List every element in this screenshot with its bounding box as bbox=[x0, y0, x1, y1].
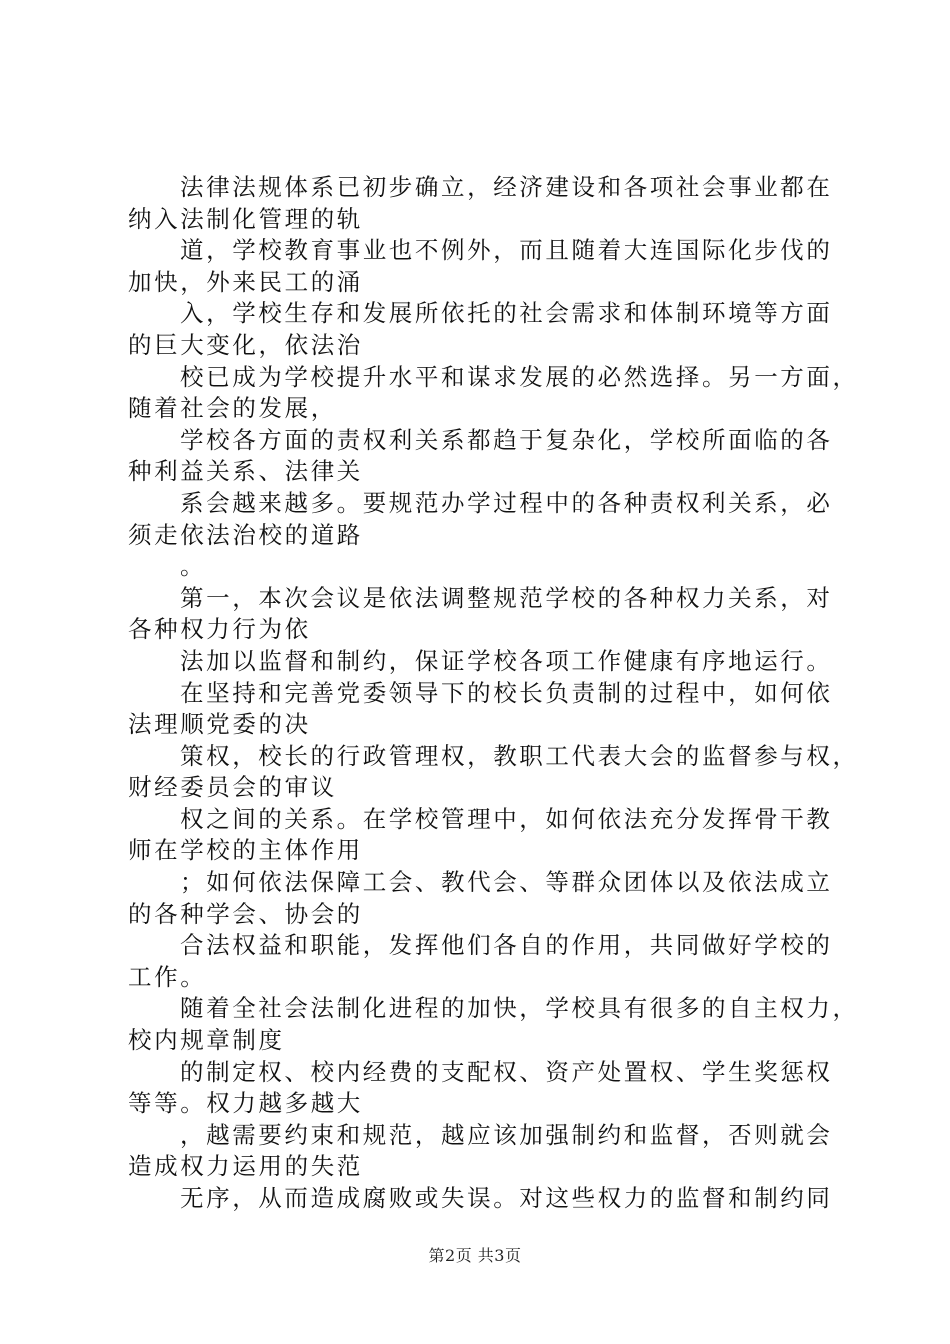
page-footer: 第2页 共3页 bbox=[428, 1246, 522, 1265]
text-line: 纳入法制化管理的轨 bbox=[128, 204, 363, 233]
text-line: 工作。 bbox=[128, 962, 207, 991]
text-line: 。 bbox=[180, 552, 207, 581]
text-line: 等等。权力越多越大 bbox=[128, 1089, 363, 1118]
text-line: 系会越来越多。要规范办学过程中的各种责权利关系，必 bbox=[180, 488, 833, 517]
text-line: 造成权力运用的失范 bbox=[128, 1152, 363, 1181]
text-line: 无序，从而造成腐败或失误。对这些权力的监督和制约同 bbox=[180, 1184, 833, 1212]
text-line: 校已成为学校提升水平和谋求发展的必然选择。另一方面， bbox=[180, 362, 859, 391]
text-line: 策权，校长的行政管理权，教职工代表大会的监督参与权， bbox=[180, 741, 859, 770]
text-line: 法加以监督和制约，保证学校各项工作健康有序地运行。 bbox=[180, 646, 833, 675]
text-line: 学校各方面的责权利关系都趋于复杂化，学校所面临的各 bbox=[180, 425, 833, 454]
text-line: ；如何依法保障工会、教代会、等群众团体以及依法成立 bbox=[180, 868, 833, 897]
text-line: ，越需要约束和规范，越应该加强制约和监督，否则就会 bbox=[180, 1120, 833, 1149]
text-line: 的制定权、校内经费的支配权、资产处置权、学生奖惩权 bbox=[180, 1057, 833, 1086]
text-line: 的巨大变化，依法治 bbox=[128, 330, 363, 359]
text-line: 种利益关系、法律关 bbox=[128, 457, 363, 486]
text-line: 师在学校的主体作用 bbox=[128, 836, 363, 865]
text-line: 随着社会的发展， bbox=[128, 394, 337, 423]
text-line: 在坚持和完善党委领导下的校长负责制的过程中，如何依 bbox=[180, 678, 833, 707]
text-line: 校内规章制度 bbox=[128, 1026, 285, 1055]
text-line: 财经委员会的审议 bbox=[128, 773, 337, 802]
text-line: 随着全社会法制化进程的加快，学校具有很多的自主权力， bbox=[180, 994, 859, 1023]
text-line: 的各种学会、协会的 bbox=[128, 899, 363, 928]
text-line: 入，学校生存和发展所依托的社会需求和体制环境等方面 bbox=[180, 299, 833, 328]
text-line: 法理顺党委的决 bbox=[128, 710, 311, 739]
body-text bbox=[128, 172, 859, 1215]
text-line: 合法权益和职能，发挥他们各自的作用，共同做好学校的 bbox=[180, 931, 833, 960]
text-line: 权之间的关系。在学校管理中，如何依法充分发挥骨干教 bbox=[180, 804, 833, 833]
text-line: 加快，外来民工的涌 bbox=[128, 267, 363, 296]
text-line: 各种权力行为依 bbox=[128, 615, 311, 644]
text-line: 道，学校教育事业也不例外，而且随着大连国际化步伐的 bbox=[180, 236, 833, 265]
text-line: 第一，本次会议是依法调整规范学校的各种权力关系，对 bbox=[180, 583, 833, 612]
text-line: 法律法规体系已初步确立，经济建设和各项社会事业都在 bbox=[180, 173, 833, 201]
text-line: 须走依法治校的道路 bbox=[128, 520, 363, 549]
